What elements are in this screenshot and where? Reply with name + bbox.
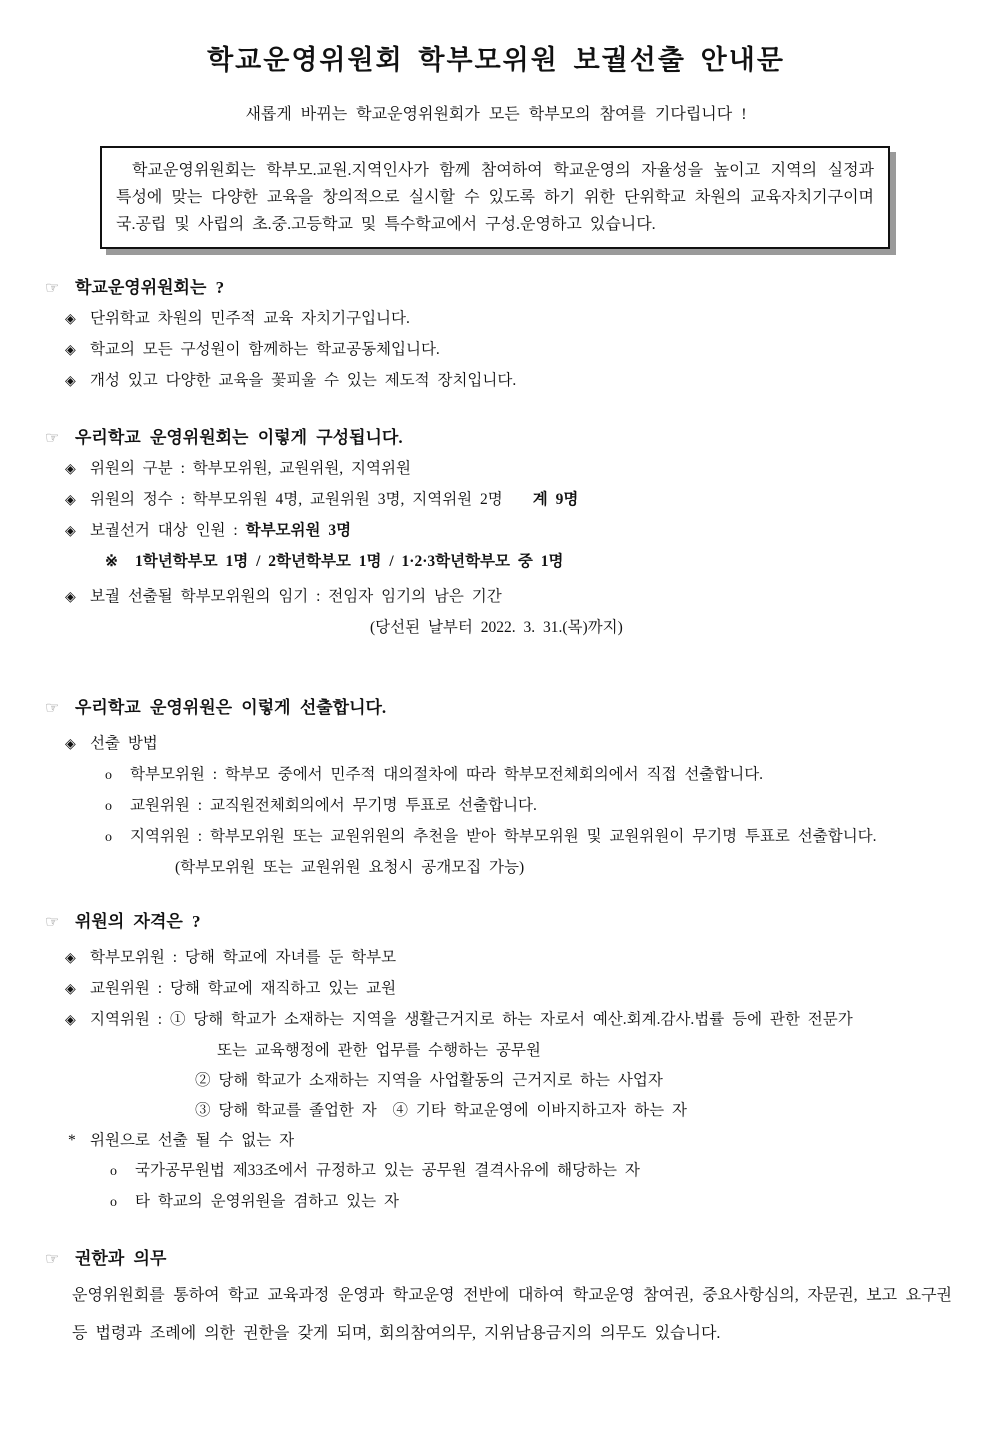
circle-bullet-icon: o: [105, 799, 112, 814]
diamond-bullet-icon: ◈: [65, 374, 76, 389]
sub-bullet-item: [0, 1187, 992, 1218]
bullet-text: 지역위원 : ① 당해 학교가 소재하는 지역을 생활근거지로 하는 자로서 예산.회계.감사.법률 등에 관한 전문가: [90, 1011, 853, 1028]
section-heading-text: 우리학교 운영위원은 이렇게 선출합니다.: [75, 698, 387, 717]
diamond-bullet-icon: ◈: [65, 737, 76, 752]
section-heading-rights: [0, 1244, 992, 1275]
bullet-text: 위원의 구분 : 학부모위원, 교원위원, 지역위원: [90, 460, 411, 477]
exclusion-note: [0, 1126, 992, 1156]
page-subtitle: 새롭게 바뀌는 학교운영위원회가 모든 학부모의 참여를 기다립니다 !: [245, 106, 747, 123]
diamond-bullet-icon: ◈: [65, 1013, 76, 1028]
bullet-text: 학부모위원 : 당해 학교에 자녀를 둔 학부모: [90, 949, 397, 966]
bullet-item: [0, 485, 992, 516]
section-heading-text: 학교운영위원회는 ?: [75, 278, 225, 297]
pointer-hand-icon: ☞: [45, 430, 60, 447]
circle-bullet-icon: o: [110, 1164, 117, 1179]
circle-bullet-icon: o: [110, 1195, 117, 1210]
bullet-item: [0, 729, 992, 760]
section-heading-about: [0, 273, 992, 304]
sub-bullet-text: 국가공무원법 제33조에서 규정하고 있는 공무원 결격사유에 해당하는 자: [135, 1162, 640, 1179]
bullet-item: [0, 974, 992, 1005]
numbered-item-text: ③ 당해 학교를 졸업한 자 ④ 기타 학교운영에 이바지하고자 하는 자: [195, 1102, 687, 1119]
circle-bullet-icon: o: [105, 830, 112, 845]
diamond-bullet-icon: ◈: [65, 343, 76, 358]
note-item: [0, 547, 992, 577]
intro-box-text: 학교운영위원회는 학부모.교원.지역인사가 함께 참여하여 학교운영의 자율성을 높이고 지역의 실정과 특성에 맞는 다양한 교육을 창의적으로 실시할 수 있도록 하기 위한 단위학교 차원의 교육자치기구이며 국.공립 및 사립의 초.중.고등학교 및 특수학교에서 구성.운영하고 있습니다.: [116, 162, 874, 233]
continuation-text: 또는 교육행정에 관한 업무를 수행하는 공무원: [217, 1042, 541, 1059]
section-heading-composition: [0, 423, 992, 454]
diamond-bullet-icon: ◈: [65, 982, 76, 997]
bullet-item: [0, 516, 992, 547]
exclusion-note-text: 위원으로 선출 될 수 없는 자: [90, 1132, 295, 1149]
bullet-text: 보궐선거 대상 인원 :: [90, 522, 246, 539]
diamond-bullet-icon: ◈: [65, 312, 76, 327]
bullet-text: 선출 방법: [90, 735, 158, 752]
bullet-text: 학교의 모든 구성원이 함께하는 학교공동체입니다.: [90, 341, 440, 358]
diamond-bullet-icon: ◈: [65, 462, 76, 477]
bullet-text: 교원위원 : 당해 학교에 재직하고 있는 교원: [90, 980, 397, 997]
intro-box: [100, 146, 890, 249]
sub-bullet-text: 교원위원 : 교직원전체회의에서 무기명 투표로 선출합니다.: [130, 797, 537, 814]
continuation-line: [0, 613, 992, 643]
sub-bullet-item: [0, 822, 992, 853]
diamond-bullet-icon: ◈: [65, 524, 76, 539]
bullet-text: 위원의 정수 : 학부모위원 4명, 교원위원 3명, 지역위원 2명: [90, 491, 503, 508]
numbered-item: [0, 1066, 992, 1096]
section-heading-election: [0, 693, 992, 724]
pointer-hand-icon: ☞: [45, 700, 60, 717]
continuation-text: (학부모위원 또는 교원위원 요청시 공개모집 가능): [175, 859, 525, 876]
bullet-text: 단위학교 차원의 민주적 교육 자치기구입니다.: [90, 310, 410, 327]
bullet-item: [0, 304, 992, 335]
announcement-document: [0, 42, 992, 1445]
bullet-text: 보궐 선출될 학부모위원의 임기 : 전임자 임기의 남은 기간: [90, 588, 502, 605]
diamond-bullet-icon: ◈: [65, 590, 76, 605]
diamond-bullet-icon: ◈: [65, 951, 76, 966]
numbered-item-text: ② 당해 학교가 소재하는 지역을 사업활동의 근거지로 하는 사업자: [195, 1072, 663, 1089]
sub-bullet-item: [0, 760, 992, 791]
bullet-item: [0, 366, 992, 397]
page-title: 학교운영위원회 학부모위원 보궐선출 안내문: [207, 45, 785, 75]
diamond-bullet-icon: ◈: [65, 493, 76, 508]
bullet-text-bold: 계 9명: [532, 491, 579, 508]
pointer-hand-icon: ☞: [45, 280, 60, 297]
circle-bullet-icon: o: [105, 768, 112, 783]
bullet-item: [0, 335, 992, 366]
bullet-item: [0, 454, 992, 485]
bullet-item: [0, 1005, 992, 1036]
sub-bullet-text: 타 학교의 운영위원을 겸하고 있는 자: [135, 1193, 399, 1210]
section-heading-qualification: [0, 907, 992, 938]
sub-bullet-text: 지역위원 : 학부모위원 또는 교원위원의 추천을 받아 학부모위원 및 교원위원이 무기명 투표로 선출합니다.: [130, 828, 877, 845]
sub-bullet-item: [0, 1156, 992, 1187]
continuation-line: [0, 853, 992, 883]
section-heading-text: 권한과 의무: [75, 1249, 167, 1268]
reference-mark-icon: ※: [105, 553, 118, 570]
sub-bullet-text: 학부모위원 : 학부모 중에서 민주적 대의절차에 따라 학부모전체회의에서 직접 선출합니다.: [130, 766, 764, 783]
continuation-line: [0, 1036, 992, 1066]
numbered-item: [0, 1096, 992, 1126]
section-heading-text: 위원의 자격은 ?: [75, 912, 201, 931]
asterisk-icon: *: [68, 1132, 76, 1149]
bullet-text-bold: 학부모위원 3명: [245, 522, 352, 539]
section-heading-text: 우리학교 운영위원회는 이렇게 구성됩니다.: [75, 428, 403, 447]
bullet-item: [0, 582, 992, 613]
sub-bullet-item: [0, 791, 992, 822]
continuation-text: (당선된 날부터 2022. 3. 31.(목)까지): [370, 619, 623, 636]
pointer-hand-icon: ☞: [45, 1251, 60, 1268]
note-text: 1학년학부모 1명 / 2학년학부모 1명 / 1·2·3학년학부모 중 1명: [135, 553, 564, 570]
pointer-hand-icon: ☞: [45, 914, 60, 931]
bullet-text: 개성 있고 다양한 교육을 꽃피울 수 있는 제도적 장치입니다.: [90, 372, 517, 389]
bullet-item: [0, 943, 992, 974]
rights-paragraph: 운영위원회를 통하여 학교 교육과정 운영과 학교운영 전반에 대하여 학교운영 참여권, 중요사항심의, 자문권, 보고 요구권 등 법령과 조례에 의한 권한을 갖게 되며, 회의참여의무, 지위남용금지의 의무도 있습니다.: [72, 1287, 952, 1342]
